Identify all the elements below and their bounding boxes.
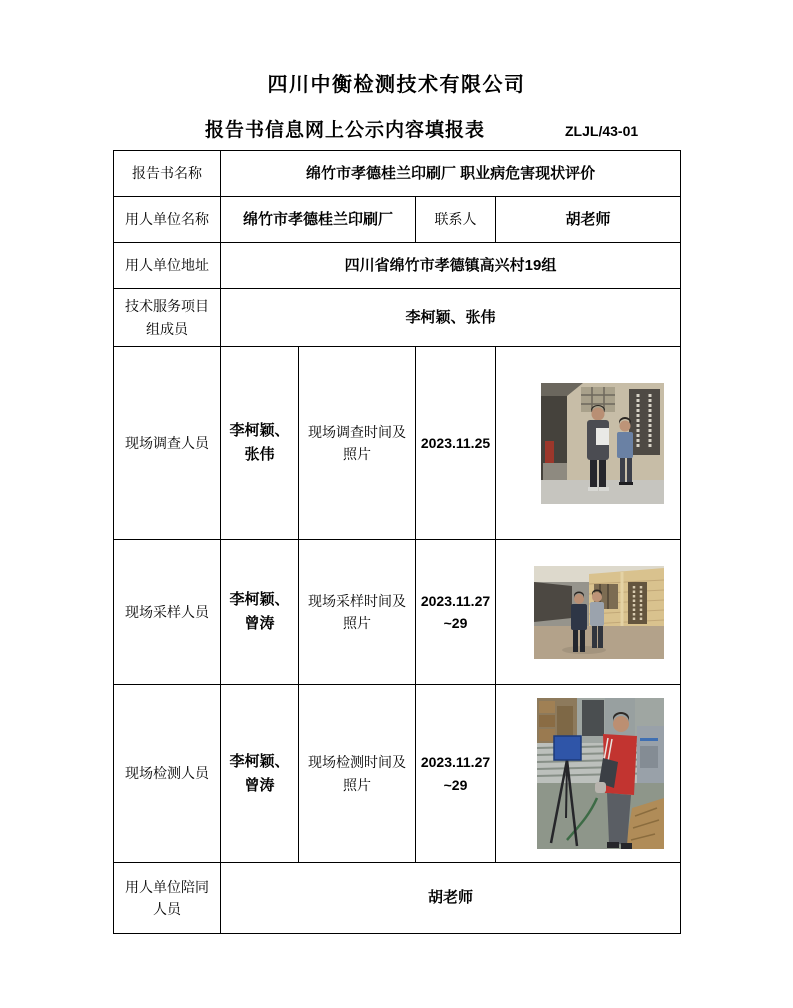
sampling-label: 现场采样人员 — [114, 540, 221, 685]
survey-staff: 李柯颖、张伟 — [221, 347, 299, 540]
survey-date: 2023.11.25 — [416, 347, 496, 540]
employer-name-row — [114, 197, 681, 243]
report-name-row — [114, 151, 681, 197]
project-team-label: 技术服务项目组成员 — [114, 289, 221, 347]
contact-label: 联系人 — [416, 197, 496, 243]
site-photo-testing — [537, 698, 664, 849]
form-code: ZLJL/43-01 — [565, 123, 639, 139]
report-name-value: 绵竹市孝德桂兰印刷厂 职业病危害现状评价 — [221, 151, 681, 197]
sampling-staff: 李柯颖、曾涛 — [221, 540, 299, 685]
contact-value: 胡老师 — [496, 197, 681, 243]
survey-row — [114, 347, 681, 540]
escort-label: 用人单位陪同人员 — [114, 863, 221, 934]
employer-name-value: 绵竹市孝德桂兰印刷厂 — [221, 197, 416, 243]
report-table — [113, 150, 681, 934]
sampling-date: 2023.11.27~29 — [416, 540, 496, 685]
sampling-time-label: 现场采样时间及照片 — [299, 540, 416, 685]
testing-label: 现场检测人员 — [114, 685, 221, 863]
testing-time-label: 现场检测时间及照片 — [299, 685, 416, 863]
testing-photo-cell — [496, 685, 681, 863]
site-photo-survey — [541, 383, 664, 504]
employer-name-label: 用人单位名称 — [114, 197, 221, 243]
sampling-photo-cell — [496, 540, 681, 685]
company-title: 四川中衡检测技术有限公司 — [267, 74, 526, 96]
report-form — [113, 72, 680, 934]
testing-staff: 李柯颖、曾涛 — [221, 685, 299, 863]
sampling-row — [114, 540, 681, 685]
form-title: 报告书信息网上公示内容填报表 — [205, 120, 486, 141]
employer-address-label: 用人单位地址 — [114, 243, 221, 289]
survey-time-label: 现场调查时间及照片 — [299, 347, 416, 540]
project-team-value: 李柯颖、张伟 — [221, 289, 681, 347]
site-photo-sampling — [534, 566, 664, 659]
employer-address-row — [114, 243, 681, 289]
form-header — [113, 118, 680, 144]
employer-address-value: 四川省绵竹市孝德镇高兴村19组 — [221, 243, 681, 289]
testing-date: 2023.11.27~29 — [416, 685, 496, 863]
escort-row — [114, 863, 681, 934]
escort-value: 胡老师 — [221, 863, 681, 934]
testing-row — [114, 685, 681, 863]
report-name-label: 报告书名称 — [114, 151, 221, 197]
project-team-row — [114, 289, 681, 347]
survey-label: 现场调查人员 — [114, 347, 221, 540]
survey-photo-cell — [496, 347, 681, 540]
